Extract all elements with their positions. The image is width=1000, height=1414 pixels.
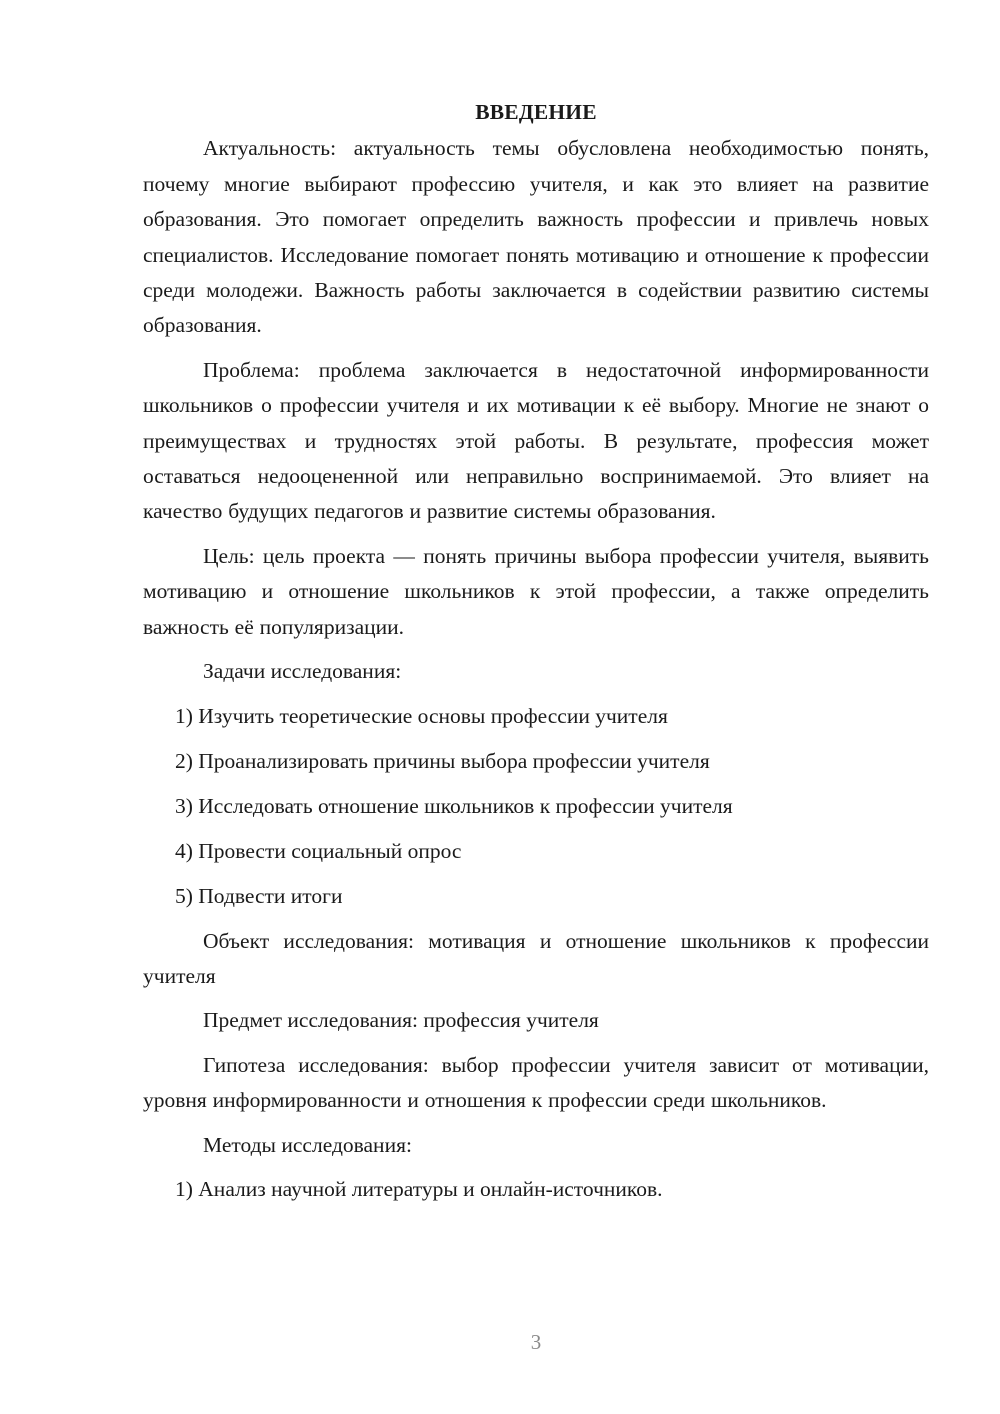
methods-list: [143, 1172, 929, 1207]
goal-paragraph: Цель: цель проекта — понять причины выбора профессии учителя, выявить мотивацию и отношение школьников к этой профессии, а также определить важность её популяризации.: [143, 543, 929, 639]
task-item: 1) Изучить теоретические основы профессии учителя: [175, 703, 668, 728]
tasks-heading: Задачи исследования:: [203, 659, 402, 684]
page-content: [143, 95, 929, 1217]
task-item: 4) Провести социальный опрос: [175, 838, 462, 863]
task-item: 3) Исследовать отношение школьников к профессии учителя: [175, 793, 733, 818]
problem-paragraph: Проблема: проблема заключается в недостаточной информированности школьников о профессии учителя и их мотивации к её выбору. Многие не знают о преимуществах и трудностях этой работы. В результате, профессия может оставаться недооцененной или неправильно воспринимаемой. Это влияет на качество будущих педагогов и развитие системы образования.: [143, 357, 929, 524]
hypothesis-paragraph: Гипотеза исследования: выбор профессии учителя зависит от мотивации, уровня информированности и отношения к профессии среди школьников.: [143, 1052, 929, 1113]
tasks-list: [143, 699, 929, 914]
section-title: ВВЕДЕНИЕ: [475, 100, 597, 124]
task-item: 5) Подвести итоги: [175, 883, 343, 908]
task-item: 2) Проанализировать причины выбора профессии учителя: [175, 748, 710, 773]
method-item: 1) Анализ научной литературы и онлайн-источников.: [175, 1176, 663, 1201]
relevance-paragraph: Актуальность: актуальность темы обусловлена необходимостью понять, почему многие выбирают профессию учителя, и как это влияет на развитие образования. Это помогает определить важность профессии и привлечь новых специалистов. Исследование помогает понять мотивацию и отношение к профессии среди молодежи. Важность работы заключается в содействии развитию системы образования.: [143, 136, 929, 338]
page-number: 3: [530, 1330, 542, 1354]
methods-heading: Методы исследования:: [203, 1132, 412, 1157]
object-paragraph: Объект исследования: мотивация и отношение школьников к профессии учителя: [143, 928, 929, 988]
subject-paragraph: Предмет исследования: профессия учителя: [203, 1008, 599, 1033]
